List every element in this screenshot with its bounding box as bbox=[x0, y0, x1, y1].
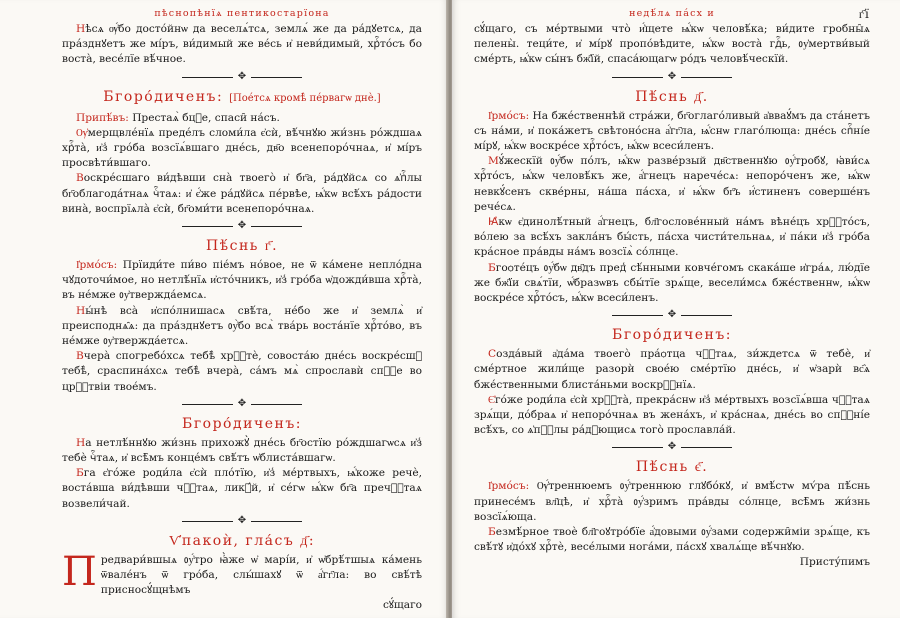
verse-paragraph bbox=[474, 154, 870, 215]
verse-paragraph bbox=[474, 393, 870, 439]
paragraph-text: езмѣ́рное твоѐ бл҃гоꙋтро́бїе а҆́довыми ᲂу҆́зами содержи̑міи зрѧ́ще, къ свѣ́тꙋ и҆до́хꙋ хрⷭ҇тѐ, весе́лыми нога́ми, па́схꙋ хвалѧ́ще вѣ́чнꙋю. bbox=[474, 526, 870, 554]
left-page-body bbox=[62, 22, 422, 614]
red-initial: С bbox=[488, 348, 497, 361]
section-heading bbox=[474, 458, 870, 476]
paragraph-text: а нетлѣ́ннꙋю жи́знь прихожꙋ̀ дне́сь бг҃остїю ро́ждшагѡсѧ и҆з̾ тебѐ чⷭ҇таѧ, и҆ всѣ̑мъ конце́мъ свѣ́тъ ѡ҆блиста́вшагѡ. bbox=[62, 436, 422, 465]
ornament-divider bbox=[62, 220, 422, 232]
red-initial: В bbox=[76, 172, 84, 185]
paragraph-text: гоѻте́цъ ᲂу҆́бѡ дв҃дъ пред̾ сѣ́нными ковче́гомъ скака́ше и҆гра́ѧ, лю́дїе же бж҃їи свѧ́тїи, ѡ҆́бразѡвъ сбы́тїе зрѧ́ще, весели́мсѧ бже́ственнѡ, ѩ҆́кѡ воскре́се хрⷭ҇то́съ, ѩ҆́кѡ всеси́ленъ. bbox=[474, 261, 870, 305]
paragraph-text: кѡ є҆динолѣ́тный а҆́гнецъ, бл҃гослове́нный на́мъ вѣне́цъ хрⷭ҇то́съ, во́лею за всѣ́хъ закла́нъ бы́сть, па́сха чисти́тельнаѧ, и҆ па́ки и҆з̾ гро́ба кра́сное пра́вды на́мъ возсїѧ̀ со́лнце. bbox=[474, 216, 870, 259]
section-heading bbox=[62, 532, 422, 550]
section-heading bbox=[62, 88, 422, 108]
page-number: г҃ї bbox=[858, 7, 870, 21]
heading-text: Бгоро́диченъ: bbox=[612, 327, 732, 344]
running-head-right bbox=[474, 6, 870, 22]
paragraph-text: го́же роди́ла є҆сѝ хрⷭ҇та̀, прекра́снѡ и҆з̾ ме́ртвыхъ возсїѧ́вша чⷭ҇таѧ зрѧ́щи, до́браѧ и҆ непоро́чнаѧ въ жена́хъ, и҆ кра́снаѧ, дне́сь во спⷭ҇ні́е всѣ́хъ, со ѧ҆пⷭ҇лы ра́дꙋющисѧ того̀ прославла́й. bbox=[474, 393, 870, 437]
section-heading bbox=[474, 88, 870, 106]
paragraph-text: га є҆го́же роди́ла є҆сѝ пло́тїю, и҆з̾ ме́ртвыхъ, ѩ҆́коже речѐ, воста́вша ви́дѣвши чⷭ҇таѧ, ликꙋ́й, и҆ се́гѡ ѩ҆́кѡ бг҃а пречⷭ҇таѧ возвели́чай. bbox=[62, 467, 422, 510]
ornament-icon: ✥ bbox=[663, 441, 681, 453]
left-page bbox=[0, 0, 448, 618]
ornament-divider bbox=[474, 441, 870, 453]
catchword: Присту́пимъ bbox=[799, 556, 870, 569]
red-initial: В bbox=[76, 350, 84, 363]
ornament-divider bbox=[474, 309, 870, 321]
paragraph-text: оскре́сшаго ви́дѣвши сна̀ твоего̀ и҆ бг҃а, ра́дꙋйсѧ со ѧ҆пⷭ҇лы бг҃облагода́тнаѧ чⷭ҇таѧ: и҆ є҆́же ра́дꙋйсѧ пе́рвѣе, ѩ҆́кѡ всѣ́хъ ра́дости вина̀, воспрїѧла̀ є҆сѝ, бг҃оми́ти всенепоро́чнаѧ. bbox=[62, 172, 422, 215]
red-lead: І҆рмо́съ: bbox=[76, 259, 118, 272]
catchword: сꙋ́щаго bbox=[383, 599, 422, 612]
ornament-icon: ✥ bbox=[663, 71, 681, 83]
red-initial: Ѹ҆ bbox=[76, 126, 88, 139]
paragraph-text: Престаѧ̀ бцⷣе, спаси̑ на́съ. bbox=[132, 111, 280, 124]
red-initial: Ꙗ҆ bbox=[488, 216, 499, 229]
verse-paragraph bbox=[62, 22, 422, 68]
paragraph-text: Ѹ҆́треннюемъ ᲂу҆́треннюю глꙋбо́кꙋ, и҆ вмѣ́стѡ мѵ́ра пѣ́снь принесе́мъ вл҃цѣ, и҆ хрⷭ҇та̀ ᲂу҆́зримъ пра́вды со́лнце, всѣ̑мъ жи́знь возсїѧ́юща. bbox=[474, 480, 870, 523]
red-lead: І҆рмо́съ: bbox=[488, 109, 530, 122]
red-lead: Припѣ́въ: bbox=[76, 111, 129, 124]
red-initial: Н bbox=[76, 304, 86, 317]
right-page bbox=[452, 0, 900, 618]
red-initial: Н bbox=[76, 23, 86, 35]
heading-note: [Пое́тсѧ кромѣ̀ пе́рвагѡ днѐ.] bbox=[229, 92, 381, 104]
verse-paragraph bbox=[474, 525, 870, 555]
ornament-divider bbox=[62, 515, 422, 527]
ornament-icon: ✥ bbox=[233, 220, 251, 232]
section-heading bbox=[474, 326, 870, 344]
ornament-divider bbox=[62, 71, 422, 83]
heading-text: Пѣ́снь є҃. bbox=[635, 459, 709, 476]
paragraph-text: ы́нѣ вса̀ и҆спо́лнишасѧ свѣ́та, не́бо же и҆ землѧ̀ и҆ преисподнѧ̑ѧ: да пра́зднꙋетъ ᲂу҆̀бо всѧ̀ тва́рь воста́нїе хрⷭ҇то́во, въ не́мже ᲂу҆твержда́етсѧ. bbox=[62, 304, 422, 348]
verse-paragraph bbox=[62, 111, 422, 126]
heading-text: Бгоро́диченъ: bbox=[103, 88, 224, 105]
heading-text: Бгоро́диченъ: bbox=[182, 415, 302, 432]
verse-paragraph bbox=[62, 258, 422, 304]
paragraph-text: редвари́вшыѧ ᲂу҆́тро ꙗ҆̀же ѡ҆ марі́и, и҆ ѡ҆брѣ́тшыѧ ка́мень ѿвале́нъ ѿ гро́ба, слы́шахꙋ ѿ а҆́гг҃ла: во свѣ́тѣ присносꙋ́щнѣмъ bbox=[100, 553, 422, 597]
verse-paragraph bbox=[62, 548, 422, 599]
ornament-divider bbox=[62, 398, 422, 410]
ornament-icon: ✥ bbox=[233, 398, 251, 410]
paragraph-text: сꙋ́щаго, съ ме́ртвыми что̀ и҆́щете ѩ҆́кѡ человѣ́ка; ви́дите гробны̑ѧ пелены̀. теци́те, и҆ мі́рꙋ пропо́вѣдите, ѩ҆́кѡ воста̀ гдⷭ҇ь, ᲂу҆мертви́вый сме́рть, ѩ҆́кѡ сы́нъ бж҃їй, спаса́ющагѡ ро́дъ человѣ́ческїй. bbox=[474, 23, 870, 66]
verse-paragraph bbox=[62, 436, 422, 466]
red-initial: Б bbox=[488, 526, 496, 539]
verse-paragraph bbox=[474, 215, 870, 261]
verse-paragraph bbox=[474, 109, 870, 155]
paragraph-text: ѣсѧ ѹ҆́бо досто́йнѡ да веселѧ́тсѧ, землѧ́ же да ра́дꙋетсѧ, да пра́зднꙋетъ же мі́ръ, ви́димый же ве́сь и҆ неви́димый, хрⷭ҇то́съ бо воста̀, весе́лїе вѣ́чное. bbox=[62, 23, 422, 66]
verse-paragraph bbox=[62, 466, 422, 512]
running-head-title: недѣ́лѧ па́сх и bbox=[629, 8, 715, 19]
paragraph-text: Прїиди́те пи́во піе́мъ но́вое, не ѿ ка́мене непло́дна чꙋдоточи́мое, но нетлѣ́нїѧ и҆сто́чникъ, и҆з̾ гро́ба ѡ҆дожди́вша хрⷭ҇та̀, въ не́мже ᲂу҆твержда́емсѧ. bbox=[62, 259, 422, 302]
verse-paragraph bbox=[474, 261, 870, 307]
red-initial: Н bbox=[76, 436, 86, 449]
running-head-left: пѣснопѣнїѧ пентикостарїона bbox=[154, 8, 330, 19]
right-page-body bbox=[474, 22, 870, 571]
ornament-icon: ✥ bbox=[233, 515, 251, 527]
verse-paragraph bbox=[474, 347, 870, 393]
heading-text: Пѣ́снь д҃. bbox=[635, 88, 709, 105]
red-initial: М bbox=[488, 155, 499, 168]
red-initial: Б bbox=[76, 467, 84, 480]
verse-paragraph bbox=[474, 22, 870, 68]
section-heading bbox=[62, 237, 422, 255]
verse-paragraph bbox=[62, 349, 422, 395]
drop-initial: П bbox=[62, 548, 97, 595]
ornament-icon: ✥ bbox=[233, 71, 251, 83]
paragraph-text: чера̀ спогребо́хсѧ тебѣ̀ хрⷭ҇тѐ, совоста́ю дне́сь воскре́сшꙋ тебѣ̀, сраспина́хсѧ тебѣ̀ вчера̀, са́мъ мѧ̀ спрославѝ спⷭ҇е во црⷭ҇твіи твое́мъ. bbox=[62, 350, 422, 393]
paragraph-text: мерщвле́нїѧ преде́лъ сломи́ла є҆сѝ, вѣ́чнꙋю жи́знь ро́ждшаѧ хрⷭ҇та̀, и҆з̾ гро́ба возсїѧ́вшаго дне́сь, дв҃о всенепоро́чнаѧ, и҆ мі́ръ просвѣти́вшаго. bbox=[62, 126, 422, 170]
ornament-divider bbox=[474, 71, 870, 83]
verse-paragraph bbox=[62, 126, 422, 172]
red-initial: Б bbox=[488, 261, 496, 274]
section-heading bbox=[62, 415, 422, 433]
heading-text: Пѣ́снь г҃. bbox=[205, 238, 279, 255]
red-initial: Є҆ bbox=[488, 393, 495, 406]
ornament-icon: ✥ bbox=[663, 309, 681, 321]
red-lead: І҆рмо́съ: bbox=[488, 480, 530, 493]
verse-paragraph bbox=[474, 479, 870, 525]
paragraph-text: На бже́ственнѣй стра́жи, бг҃оглаго́ливый а҆вваꙋ́мъ да ста́нетъ съ на́ми, и҆ пока́жетъ свѣтоно́сна а҆́гг҃ла, ѩ҆́снѡ глаго́люща: дне́сь спⷭ҇ні́е мі́рꙋ, ѩ҆́кѡ воскре́се хрⷭ҇то́съ, ѩ҆́кѡ всеси́ленъ. bbox=[474, 109, 871, 153]
paragraph-text: озда́вый а҆да́ма твоего̀ пра́ѻтца чⷭ҇таѧ, зи́ждетсѧ ѿ тебѐ, и҆ сме́ртное жили́ще разорѝ свое́ю сме́ртїю дне́сь, и҆ ѡ҆зарѝ вс҄ѧ бже́ственными блиста́ньми воскрⷭ҇нїѧ. bbox=[474, 348, 870, 391]
paragraph-text: ꙋ́жескїй ᲂу҆́бѡ по́лъ, ѩ҆́кѡ разве́рзый дв҃ственнꙋю ᲂу҆́тробꙋ, ꙗ҆ви́сѧ хрⷭ҇то́съ, ѩ҆́кѡ человѣ́къ же, а҆́гнецъ нарече́сѧ: непоро́ченъ же, ѩ҆́кѡ невкꙋ́сенъ скве́рны, на́ша па́сха, и҆ ѩ҆́кѡ бг҃ъ и҆́стиненъ соверше́нъ рече́сѧ. bbox=[474, 155, 870, 213]
verse-paragraph bbox=[62, 171, 422, 217]
heading-text: Ѵ҆пакоѝ, гла́съ д҃: bbox=[168, 532, 316, 549]
verse-paragraph bbox=[62, 304, 422, 350]
